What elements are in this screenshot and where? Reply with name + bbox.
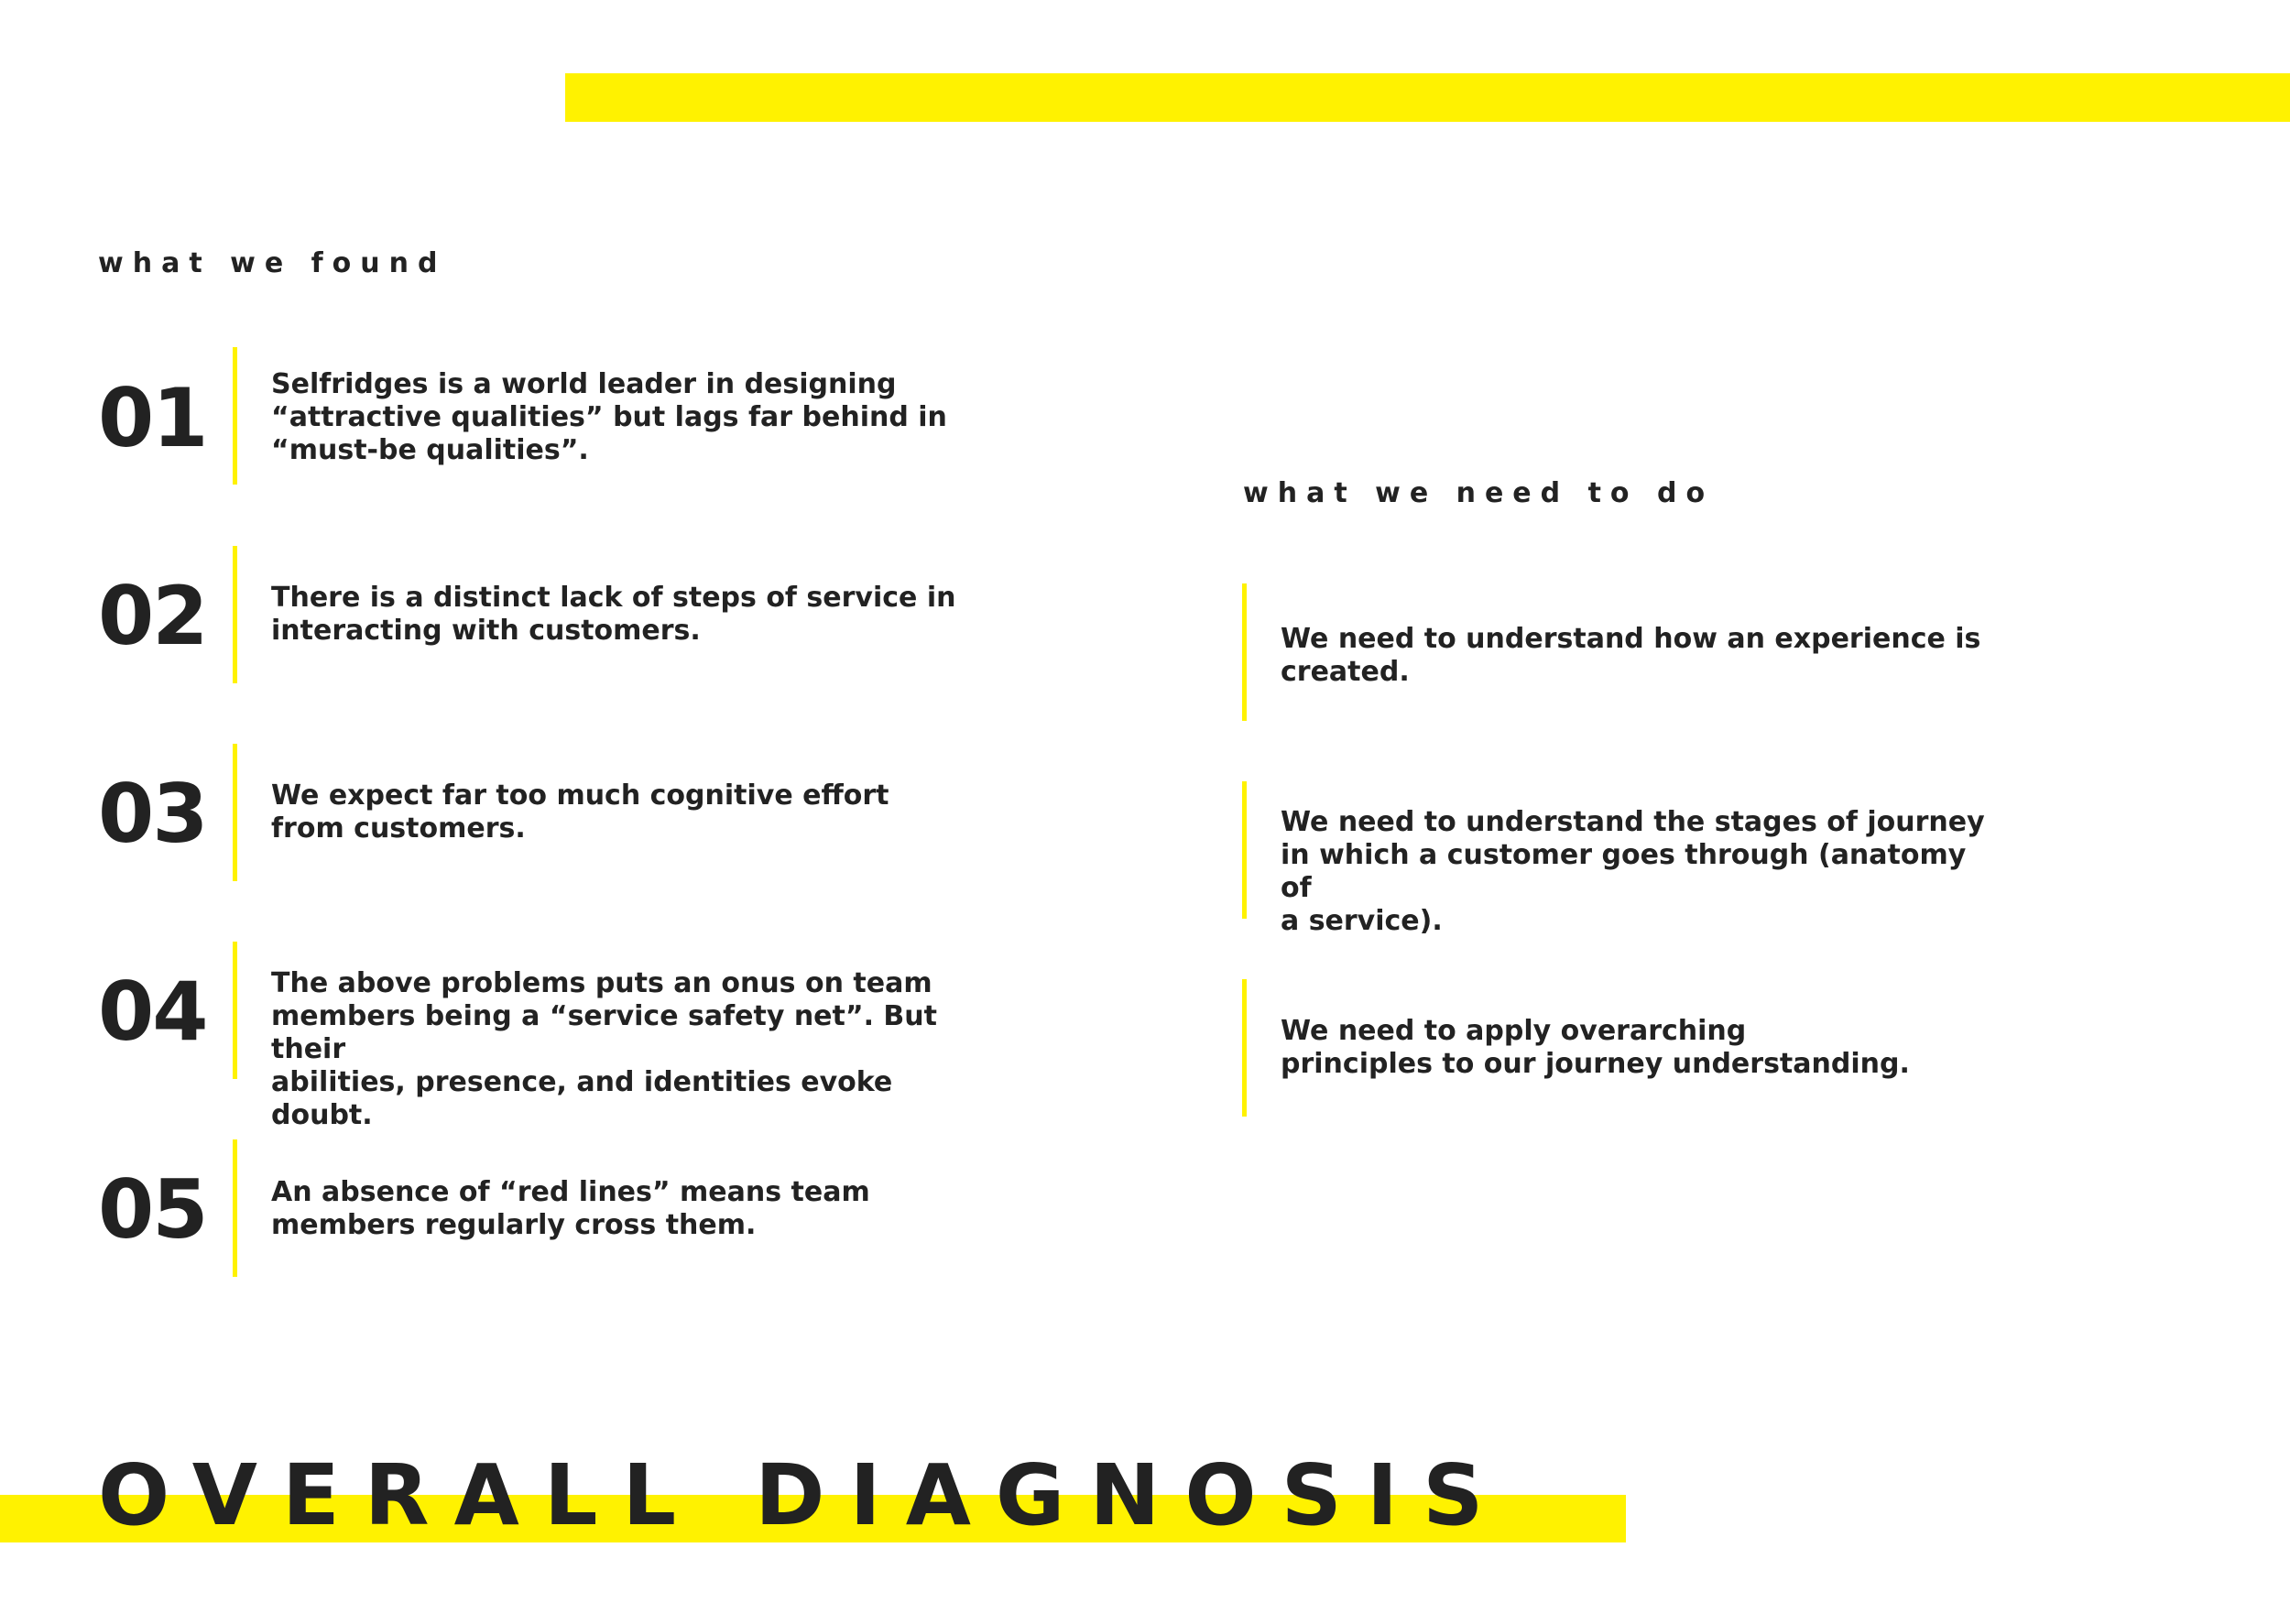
finding-number: 04 [98, 965, 207, 1059]
finding-text: The above problems puts an onus on team members being a “service safety net”. But their abilities, presence, and identities evoke doubt. [271, 967, 937, 1131]
top-accent-bar [565, 73, 2290, 122]
finding-number: 01 [98, 371, 207, 465]
finding-divider [233, 942, 237, 1079]
need-text: We need to apply overarching principles to our journey understanding. [1281, 1015, 1910, 1080]
need-divider [1242, 979, 1247, 1117]
finding-number: 05 [98, 1162, 207, 1257]
need-divider [1242, 781, 1247, 919]
finding-text: There is a distinct lack of steps of service in interacting with customers. [271, 582, 956, 647]
finding-divider [233, 744, 237, 881]
need-divider [1242, 583, 1247, 721]
need-text: We need to understand how an experience is created. [1281, 623, 1981, 688]
finding-divider [233, 1139, 237, 1277]
need-text: We need to understand the stages of journey in which a customer goes through (anatomy of a service). [1281, 806, 1985, 937]
finding-number: 03 [98, 767, 207, 861]
page-title: OVERALL DIAGNOSIS [98, 1446, 1509, 1544]
what-we-need-to-do-label: what we need to do [1243, 477, 1715, 509]
what-we-found-label: what we found [98, 247, 447, 279]
finding-divider [233, 546, 237, 683]
finding-text: An absence of “red lines” means team members regularly cross them. [271, 1176, 870, 1241]
finding-divider [233, 347, 237, 485]
finding-text: We expect far too much cognitive effort from customers. [271, 779, 889, 845]
finding-text: Selfridges is a world leader in designing “attractive qualities” but lags far behind in “must-be qualities”. [271, 368, 947, 466]
finding-number: 02 [98, 569, 207, 663]
